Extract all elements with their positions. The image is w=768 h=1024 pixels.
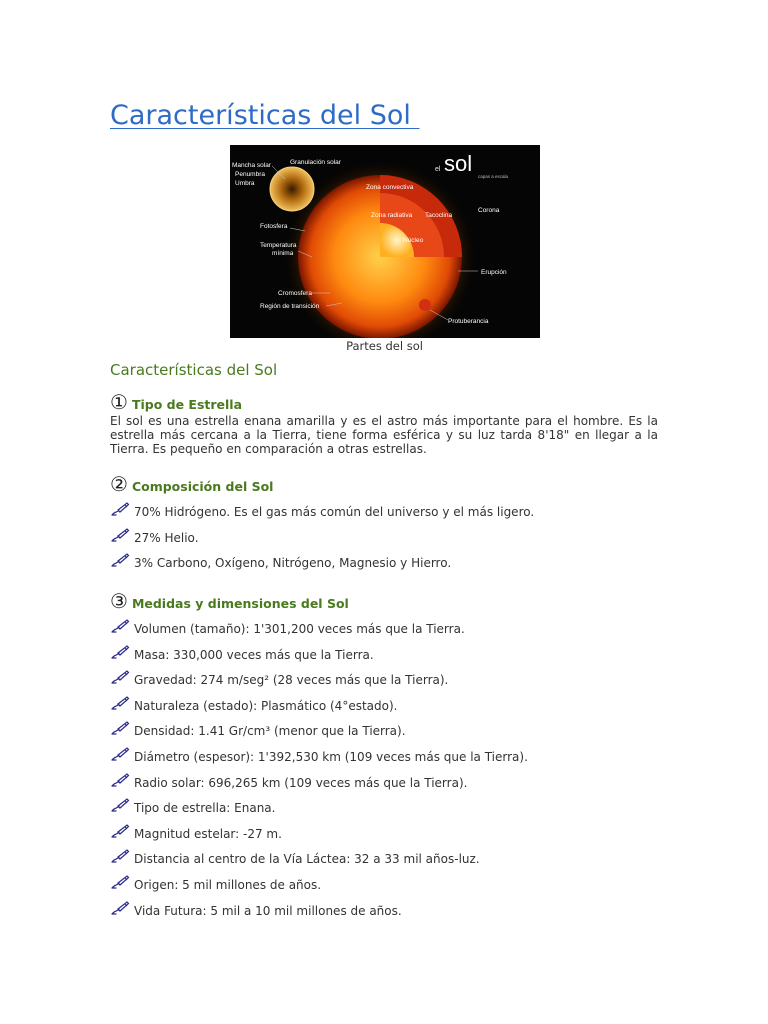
list-item [110, 801, 528, 827]
section-title: Características del Sol [110, 361, 278, 379]
fig-label: Mancha solar [232, 162, 272, 169]
section-3-heading [110, 591, 349, 611]
pen-bullet-icon [110, 848, 134, 864]
pen-bullet-icon [110, 695, 134, 711]
list-item-text: Gravedad: 274 m/seg² (28 veces más que la Tierra). [134, 673, 449, 688]
fig-label: Zona convectiva [366, 184, 414, 191]
sun-layers-figure [230, 145, 540, 338]
fig-label: Penumbra [235, 171, 265, 178]
pen-bullet-icon [110, 644, 134, 660]
pen-bullet-icon [110, 501, 134, 517]
fig-label: Zona radiativa [371, 212, 413, 219]
list-item [110, 699, 528, 725]
list-item-text: Tipo de estrella: Enana. [134, 801, 276, 816]
list-item-text: Masa: 330,000 veces más que la Tierra. [134, 647, 374, 662]
pen-bullet-icon [110, 874, 134, 890]
section-2-heading [110, 474, 273, 494]
fig-label: Erupción [481, 269, 507, 276]
fig-heading-small: el [435, 166, 441, 173]
section-2-label: Composición del Sol [131, 479, 274, 494]
fig-label: Región de transición [260, 303, 320, 310]
list-item-text: 3% Carbono, Oxígeno, Nitrógeno, Magnesio y Hierro. [134, 556, 452, 571]
fig-label: Fotosfera [260, 223, 288, 230]
list-item [110, 556, 534, 582]
list-item-text: Diámetro (espesor): 1'392,530 km (109 veces más que la Tierra). [134, 749, 528, 764]
list-item-text: Naturaleza (estado): Plasmático (4°estado). [134, 698, 398, 713]
prominence-shape [419, 299, 431, 311]
section-1-heading [110, 392, 242, 412]
fig-label: Corona [478, 207, 500, 214]
list-item [110, 852, 528, 878]
list-item [110, 750, 528, 776]
list-item-text: Densidad: 1.41 Gr/cm³ (menor que la Tierra). [134, 724, 406, 739]
list-item-text: Origen: 5 mil millones de años. [134, 877, 322, 892]
fig-label: Umbra [235, 180, 255, 187]
list-item [110, 827, 528, 853]
pen-bullet-icon [110, 746, 134, 762]
list-item [110, 878, 528, 904]
pen-bullet-icon [110, 552, 134, 568]
list-item [110, 904, 528, 930]
number-3-icon: ③ [110, 589, 128, 613]
composition-list [110, 505, 534, 582]
fig-label: Tacoclina [425, 212, 453, 219]
fig-label: Granulación solar [290, 159, 341, 166]
pen-bullet-icon [110, 618, 134, 634]
fig-label: mínima [272, 250, 294, 257]
pen-bullet-icon [110, 527, 134, 543]
number-2-icon: ② [110, 472, 128, 496]
fig-label: Núcleo [403, 237, 424, 244]
pen-bullet-icon [110, 772, 134, 788]
list-item-text: 70% Hidrógeno. Es el gas más común del universo y el más ligero. [134, 505, 535, 519]
fig-heading-big: sol [444, 151, 473, 176]
list-item [110, 531, 534, 557]
sunspot-inset [270, 167, 314, 211]
list-item-text: Volumen (tamaño): 1'301,200 veces más que la Tierra. [134, 622, 465, 636]
list-item [110, 648, 528, 674]
list-item [110, 673, 528, 699]
list-item [110, 505, 534, 531]
list-item-text: Vida Futura: 5 mil a 10 mil millones de años. [134, 903, 402, 918]
figure-caption: Partes del sol [346, 339, 423, 353]
pen-bullet-icon [110, 900, 134, 916]
number-1-icon: ① [110, 390, 128, 414]
pen-bullet-icon [110, 669, 134, 685]
pen-bullet-icon [110, 720, 134, 736]
list-item [110, 622, 528, 648]
list-item-text: Radio solar: 696,265 km (109 veces más que la Tierra). [134, 775, 468, 790]
fig-label: Temperatura [260, 242, 297, 249]
sun-layers-image [230, 145, 540, 338]
fig-label: Protuberancia [448, 318, 489, 325]
pen-bullet-icon [110, 823, 134, 839]
list-item-text: Distancia al centro de la Vía Láctea: 32 a 33 mil años-luz. [134, 852, 480, 867]
list-item [110, 776, 528, 802]
measurements-list [110, 622, 528, 929]
list-item [110, 724, 528, 750]
section-1-paragraph: El sol es una estrella enana amarilla y es el astro más importante para el hombre. Es la estrella más cercana a la Tierra, tiene forma esférica y su luz tarda 8'18" en llegar a la Tierra. Es pequeño en comparación a otras estrellas. [110, 414, 658, 456]
pen-bullet-icon [110, 797, 134, 813]
page-title: Características del Sol [110, 100, 420, 131]
list-item-text: Magnitud estelar: -27 m. [134, 826, 282, 841]
fig-label: Cromosfera [278, 290, 312, 297]
list-item-text: 27% Helio. [134, 530, 199, 545]
section-3-label: Medidas y dimensiones del Sol [131, 596, 349, 611]
fig-heading-note: capas a escala [478, 174, 509, 179]
section-1-label: Tipo de Estrella [131, 397, 243, 412]
